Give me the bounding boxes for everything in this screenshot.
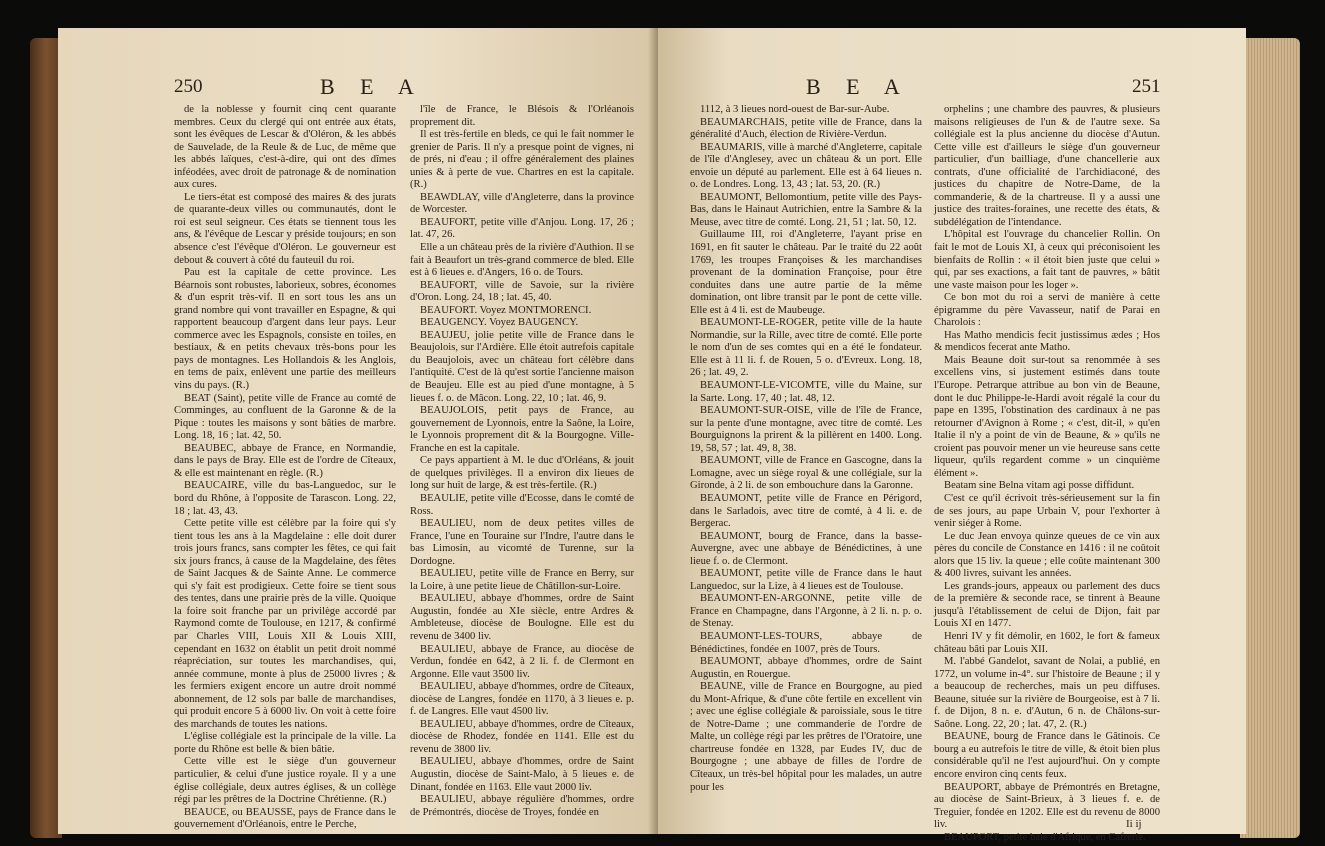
right-page-header [658,76,1246,102]
paragraph: L'hôpital est l'ouvrage du chancelier Rollin. On fait le mot de Louis XI, à ceux qui préconisoient les bienfaits de Rollin : « il étoit bien juste que celui » qui, par ses exactions, a fait tant de pauvres, » bâtit une vaste maison pour les loger ». [934,229,1160,291]
left-column-2 [410,104,634,819]
paragraph: BEAULIEU, nom de deux petites villes de France, l'une en Touraine sur l'Indre, l'autre dans le bas Limosin, au vicomté de Turenne, sur la Dordogne. [410,518,634,567]
paragraph: BEAUMONT, petite ville de France dans le haut Languedoc, sur la Lize, à 4 lieues est de Toulouse. [690,568,922,592]
paragraph: BEAUBEC, abbaye de France, en Normandie, dans le pays de Bray. Elle est de l'ordre de Cîteaux, & elle est maintenant en règle. (R.) [174,442,396,479]
paragraph: Il est très-fertile en bleds, ce qui le fait nommer le grenier de Paris. Il n'y a presque point de vignes, ni de prés, ni d'eau ; il offre généralement des plaines unies & à perte de vue. Chartres en est la capitale. (R.) [410,129,634,191]
paragraph: BEAUFORT, petite ville d'Anjou. Long. 17, 26 ; lat. 47, 26. [410,216,634,241]
paragraph: BEAUMONT, ville de France en Gascogne, dans la Lomagne, avec un siège royal & une collégiale, sur la Gironde, à 2 li. de son embouchure dans la Garonne. [690,455,922,492]
paragraph: BEAULIEU, petite ville de France en Berry, sur la Loire, à une petite lieue de Châtillon-sur-Loire. [410,568,634,592]
paragraph: BEAULIEU, abbaye régulière d'hommes, ordre de Prémontrés, diocèse de Troyes, fondée en [410,794,634,818]
signature-mark: Ii ij [1126,818,1142,830]
left-column-1 [174,104,396,832]
paragraph: BEAUCAIRE, ville du bas-Languedoc, sur le bord du Rhône, à l'opposite de Tarascon. Long. 22, 18 ; lat. 43, 43. [174,480,396,517]
paragraph: BEAUFORT, ville de Savoie, sur la rivière d'Oron. Long. 24, 18 ; lat. 45, 40. [410,279,634,304]
paragraph: BEAUMONT, petite ville de France en Périgord, dans le Sarladois, avec titre de comté, à 4 li. e. de Bergerac. [690,492,922,530]
left-page-number: 250 [174,76,203,97]
paragraph: BEAUGENCY. Voyez BAUGENCY. [420,317,579,329]
paragraph: Beatam sine Belna vitam agi posse diffidunt. [944,480,1135,492]
paragraph: 1112, à 3 lieues nord-ouest de Bar-sur-Aube. [700,104,890,115]
paragraph: BEAULIE, petite ville d'Ecosse, dans le comté de Ross. [410,492,634,517]
paragraph: BEAUMARCHAIS, petite ville de France, dans la généralité d'Auch, élection de Rivière-Verdun. [690,116,922,141]
paragraph: Le duc Jean envoya quinze queues de ce vin aux pères du concile de Constance en 1416 : il ne coûtoit alors que 15 liv. la queue ; elle coûte maintenant 300 & 400 livres, suivant les années. [934,530,1160,580]
paragraph: Elle a un château près de la rivière d'Authion. Il se fait à Beaufort un très-grand commerce de bled. Elle est à 6 lieues e. d'Angers, 16 o. de Tours. [410,242,634,279]
paragraph: Has Matho mendicis fecit justissimus ædes ; Hos & mendicos fecerat ante Matho. [934,329,1160,354]
paragraph: BEAUMONT-LE-VICOMTE, ville du Maine, sur la Sarte. Long. 17, 40 ; lat. 48, 12. [690,380,922,404]
paragraph: M. l'abbé Gandelot, savant de Nolai, a publié, en 1772, un volume in-4°. sur l'histoire de Beaune ; il y a beaucoup de recherches, mais un peu diffuses. Beaune, située sur la rivière de Bourgeoise, est à 7 li. f. de Dijon, 8 n. e. d'Autun, 6 n. de Châlons-sur-Saône. Long. 22, 20 ; lat. 47, 2. (R.) [934,656,1160,730]
paragraph: BEAUMARIS, ville à marché d'Angleterre, capitale de l'île d'Anglesey, avec un château & un port. Elle envoie un député au parlement. Elle est à 64 lieues n. o. de Londres. Long. 13, 43 ; lat. 53, 20. (R.) [690,141,922,191]
paragraph: BEAUNE, ville de France en Bourgogne, au pied du Mont-Afrique, & d'une côte fertile en excellent vin ; avec une église collégiale & paroissiale, sous le titre de Notre-Dame ; une commanderie de l'ordre de Malte, un collège régi par les prêtres de l'Oratoire, une chartreuse fondée en 1328, par Eudes IV, duc de Bourgogne ; une abbaye de filles de l'ordre de Cîteaux, un très-bel hôpital pour les malades, un autre pour les [690,681,922,793]
paragraph: BEAUPORT, petite baie d'Afrique, en Cafrerie. [944,831,1146,843]
paragraph: BEAULIEU, abbaye d'hommes, ordre de Saint Augustin, fondée au XIe siècle, entre Ardres & Ambleteuse, diocèse de Boulogne. Elle est du revenu de 3400 liv. [410,593,634,642]
paragraph: BEAUMONT, bourg de France, dans la basse-Auvergne, avec une abbaye de Bénédictines, à une lieue f. o. de Clermont. [690,530,922,567]
paragraph: BEAUMONT-LE-ROGER, petite ville de la haute Normandie, sur la Rille, avec titre de comté. Elle porte le nom d'un de ses comtes qui en a été le fondateur. Elle est à 11 li. f. de Rouen, 5 o. d'Evreux. Long. 18, 26 ; lat. 49, 2. [690,317,922,379]
paragraph: orphelins ; une chambre des pauvres, & plusieurs maisons religieuses de l'un & de l'autre sexe. Sa collégiale est la plus ancienne du diocèse d'Autun. Cette ville est d'ailleurs le siège d'un gouverneur particulier, d'un bailliage, d'une chancellerie aux contrats, d'une officialité de l'archidiaconé, des justices du chapitre de Notre-Dame, de la commanderie, & de la chartreuse. Il y a aussi une justice des traites-foraines, une recette des états, & subdélégation de l'intendance. [934,104,1160,228]
paragraph: Cette petite ville est célèbre par la foire qui s'y tient tous les ans à la Magdelaine : elle doit durer trois jours francs, sans compter les fêtes, ce qui fait six jours francs, à cause de la Magdelaine, des fêtes de Saint Jacques & de Sainte Anne. Le commerce qui s'y fait est prodigieux. Cette foire se tient sous des tentes, dans une prairie près de la ville. Quoique la foire soit franche par un privilège accordé par Raymond comte de Toulouse, en 1217, & confirmé par Charles VIII, Louis XII & Louis XIII, cependant en 1632 on établit un petit droit nommé réapréciation, sur toutes les marchandises, qui, année commune, monte à plus de 25000 livres ; & les fermiers exigent encore un autre droit nommé abonnement, de 12 sols par balle de marchandises, qui produit encore 5 à 6000 liv. On voit à cette foire des marchands de toutes les nations. [174,518,396,730]
paragraph: l'île de France, le Blésois & l'Orléanois proprement dit. [410,104,634,128]
paragraph: Mais Beaune doit sur-tout sa renommée à ses excellens vins, si justement estimés dans toute l'Europe. Petrarque attribue au bon vin de Beaune, dont le duc Philippe-le-Hardi avoit régalé la cour du pape en 1395, l'obstination des cardinaux à ne pas retourner d'Avignon à Rome ; « c'est, dit-il, » qu'en Italie il n'y a point de vin de Beaune, & » qu'ils ne croient pas pouvoir mener un vie heureuse sans cette liqueur, qu'ils regardent comme » un cinquième élément ». [934,354,1160,479]
paragraph: BEAWDLAY, ville d'Angleterre, dans la province de Worcester. [410,191,634,216]
right-running-head: B E A [806,74,910,99]
paragraph: BEAUJEU, jolie petite ville de France dans le Beaujolois, sur l'Ardière. Elle étoit autrefois capitale du Beaujolois, avec un château fort célèbre dans l'antiquité. C'est de là qu'est sortie l'ancienne maison de Beaujeu. Elle est au pied d'une montagne, à 5 lieues f. o. de Mâcon. Long. 22, 10 ; lat. 46, 9. [410,329,634,404]
paragraph: BEAT (Saint), petite ville de France au comté de Comminges, au confluent de la Garonne & de la Pique : toutes les maisons y sont bâties de marbre. Long. 18, 16 ; lat. 42, 50. [174,392,396,442]
left-running-head: B E A [320,74,424,99]
right-column-1 [690,104,922,794]
paragraph: L'église collégiale est la principale de la ville. La porte du Rhône est belle & bien bâtie. [174,731,396,755]
paragraph: BEAUMONT-SUR-OISE, ville de l'île de France, sur la pente d'une montagne, avec titre de comté. Les Bourguignons la prirent & la pillèrent en 1400. Long. 19, 58, 57 ; lat. 49, 8, 38. [690,405,922,454]
page-edges [1240,38,1300,838]
paragraph: C'est ce qu'il écrivoit très-sérieusement sur la fin de ses jours, au pape Urbain V, pour l'exhorter à venir siéger à Rome. [934,492,1160,530]
paragraph: de la noblesse y fournit cinq cent quarante membres. Ceux du clergé qui ont entrée aux états, sont les évêques de Lescar & d'Oléron, & les abbés de Sauvelade, de la Reule & de Luc, de même que les abbés laïques, c'est-à-dire, qui ont des dîmes inféodées, avec droit de patronage & de nomination aux cures. [174,104,396,191]
paragraph: BEAULIEU, abbaye d'hommes, ordre de Saint Augustin, diocèse de Saint-Malo, à 5 lieues e. de Dinant, fondée en 1163. Elle vaut 2000 liv. [410,756,634,793]
open-book [30,20,1300,843]
paragraph: Henri IV y fit démolir, en 1602, le fort & fameux château bâti par Louis XII. [934,630,1160,655]
paragraph: Ce pays appartient à M. le duc d'Orléans, & jouit de quelques privilèges. Il a environ dix lieues de long sur huit de large, & est très-fertile. (R.) [410,455,634,492]
right-page-number: 251 [1132,76,1161,97]
paragraph: Pau est la capitale de cette province. Les Béarnois sont robustes, laborieux, sobres, économes & d'un esprit très-vif. Il en sort tous les ans un grand nombre qui vont travailler en Espagne, & qui rapportent beaucoup d'argent dans leur pays. Leur commerce avec les Espagnols, consiste en toiles, en bestiaux, & en petits chevaux très-bons pour les pays de montagnes. Les Hollandois & les Anglois, en tems de paix, enlèvent une partie des meilleurs vins du pays. (R.) [174,267,396,392]
paragraph: Les grands-jours, appeaux ou parlement des ducs de la première & seconde race, se tinrent à Beaune jusqu'à l'établissement de celui de Dijon, fait par Louis XI en 1477. [934,580,1160,630]
right-page [658,28,1246,843]
paragraph: BEAUFORT. Voyez MONTMORENCI. [420,304,592,316]
paragraph: BEAUMONT-EN-ARGONNE, petite ville de France en Champagne, dans l'Argonne, à 2 li. n. p. o. de Stenay. [690,593,922,630]
paragraph: BEAUCE, ou BEAUSSE, pays de France dans le gouvernement d'Orléanois, entre le Perche, [174,806,396,831]
paragraph: BEAULIEU, abbaye de France, au diocèse de Verdun, fondée en 642, à 2 li. f. de Clermont en Argonne. Elle vaut 3500 liv. [410,643,634,680]
paragraph: BEAUMONT, Bellomontium, petite ville des Pays-Bas, dans le Hainaut Autrichien, entre la Sambre & la Meuse, avec titre de comté. Long. 21, 51 ; lat. 50, 12. [690,191,922,228]
paragraph: Cette ville est le siège d'un gouverneur particulier, & celui d'une justice royale. Il y a une église collégiale, deux autres églises, & un collège régi par les prêtres de la Doctrine Chrétienne. (R.) [174,756,396,806]
paragraph: BEAULIEU, abbaye d'hommes, ordre de Cîteaux, diocèse de Rhodez, fondée en 1141. Elle est du revenu de 3800 liv. [410,718,634,755]
right-column-2 [934,104,1160,844]
left-page [58,28,662,834]
paragraph: BEAUNE, bourg de France dans le Gâtinois. Ce bourg a eu autrefois le titre de ville, & étoit bien plus considérable qu'il ne l'est aujourd'hui. On y compte encore environ cinq cents feux. [934,731,1160,780]
paragraph: Ce bon mot du roi a servi de manière à cette épigramme du père Vavasseur, natif de Parai en Charolois : [934,292,1160,329]
paragraph: Guillaume III, roi d'Angleterre, l'ayant prise en 1691, en fit sauter le château. Par le traité du 22 août 1769, les troupes Françoises & les marchandises provenant de la domination Françoise, pour être conduites dans une autre partie de la même domination, ont libre transit par le pont de cette ville. Elle est à 4 li. est de Maubeuge. [690,229,922,316]
paragraph: BEAUMONT-LES-TOURS, abbaye de Bénédictines, fondée en 1007, près de Tours. [690,630,922,655]
paragraph: BEAUMONT, abbaye d'hommes, ordre de Saint Augustin, en Rouergue. [690,656,922,680]
paragraph: Le tiers-état est composé des maires & des jurats de quarante-deux villes ou communautés, dont le roi est seul seigneur. Ces états se tiennent tous les ans, & l'évêque de Lescar y préside toujours; en son absence c'est l'évêque d'Oléron. Le gouverneur est debout & couvert à côté du fauteuil du roi. [174,191,396,266]
paragraph: BEAUJOLOIS, petit pays de France, au gouvernement de Lyonnois, entre la Saône, la Loire, le Lyonnois proprement dit & la Bourgogne. Ville-Franche en est la capitale. [410,405,634,454]
paragraph: BEAUPORT, abbaye de Prémontrés en Bretagne, au diocèse de Saint-Brieux, à 3 lieues f. e. de Treguier, fondée en 1202. Elle est du revenu de 8000 liv. [934,781,1160,831]
paragraph: BEAULIEU, abbaye d'hommes, ordre de Cîteaux, diocèse de Langres, fondée en 1170, à 3 lieues e. p. f. de Langres. Elle vaut 4500 liv. [410,681,634,718]
left-page-header [58,76,662,102]
